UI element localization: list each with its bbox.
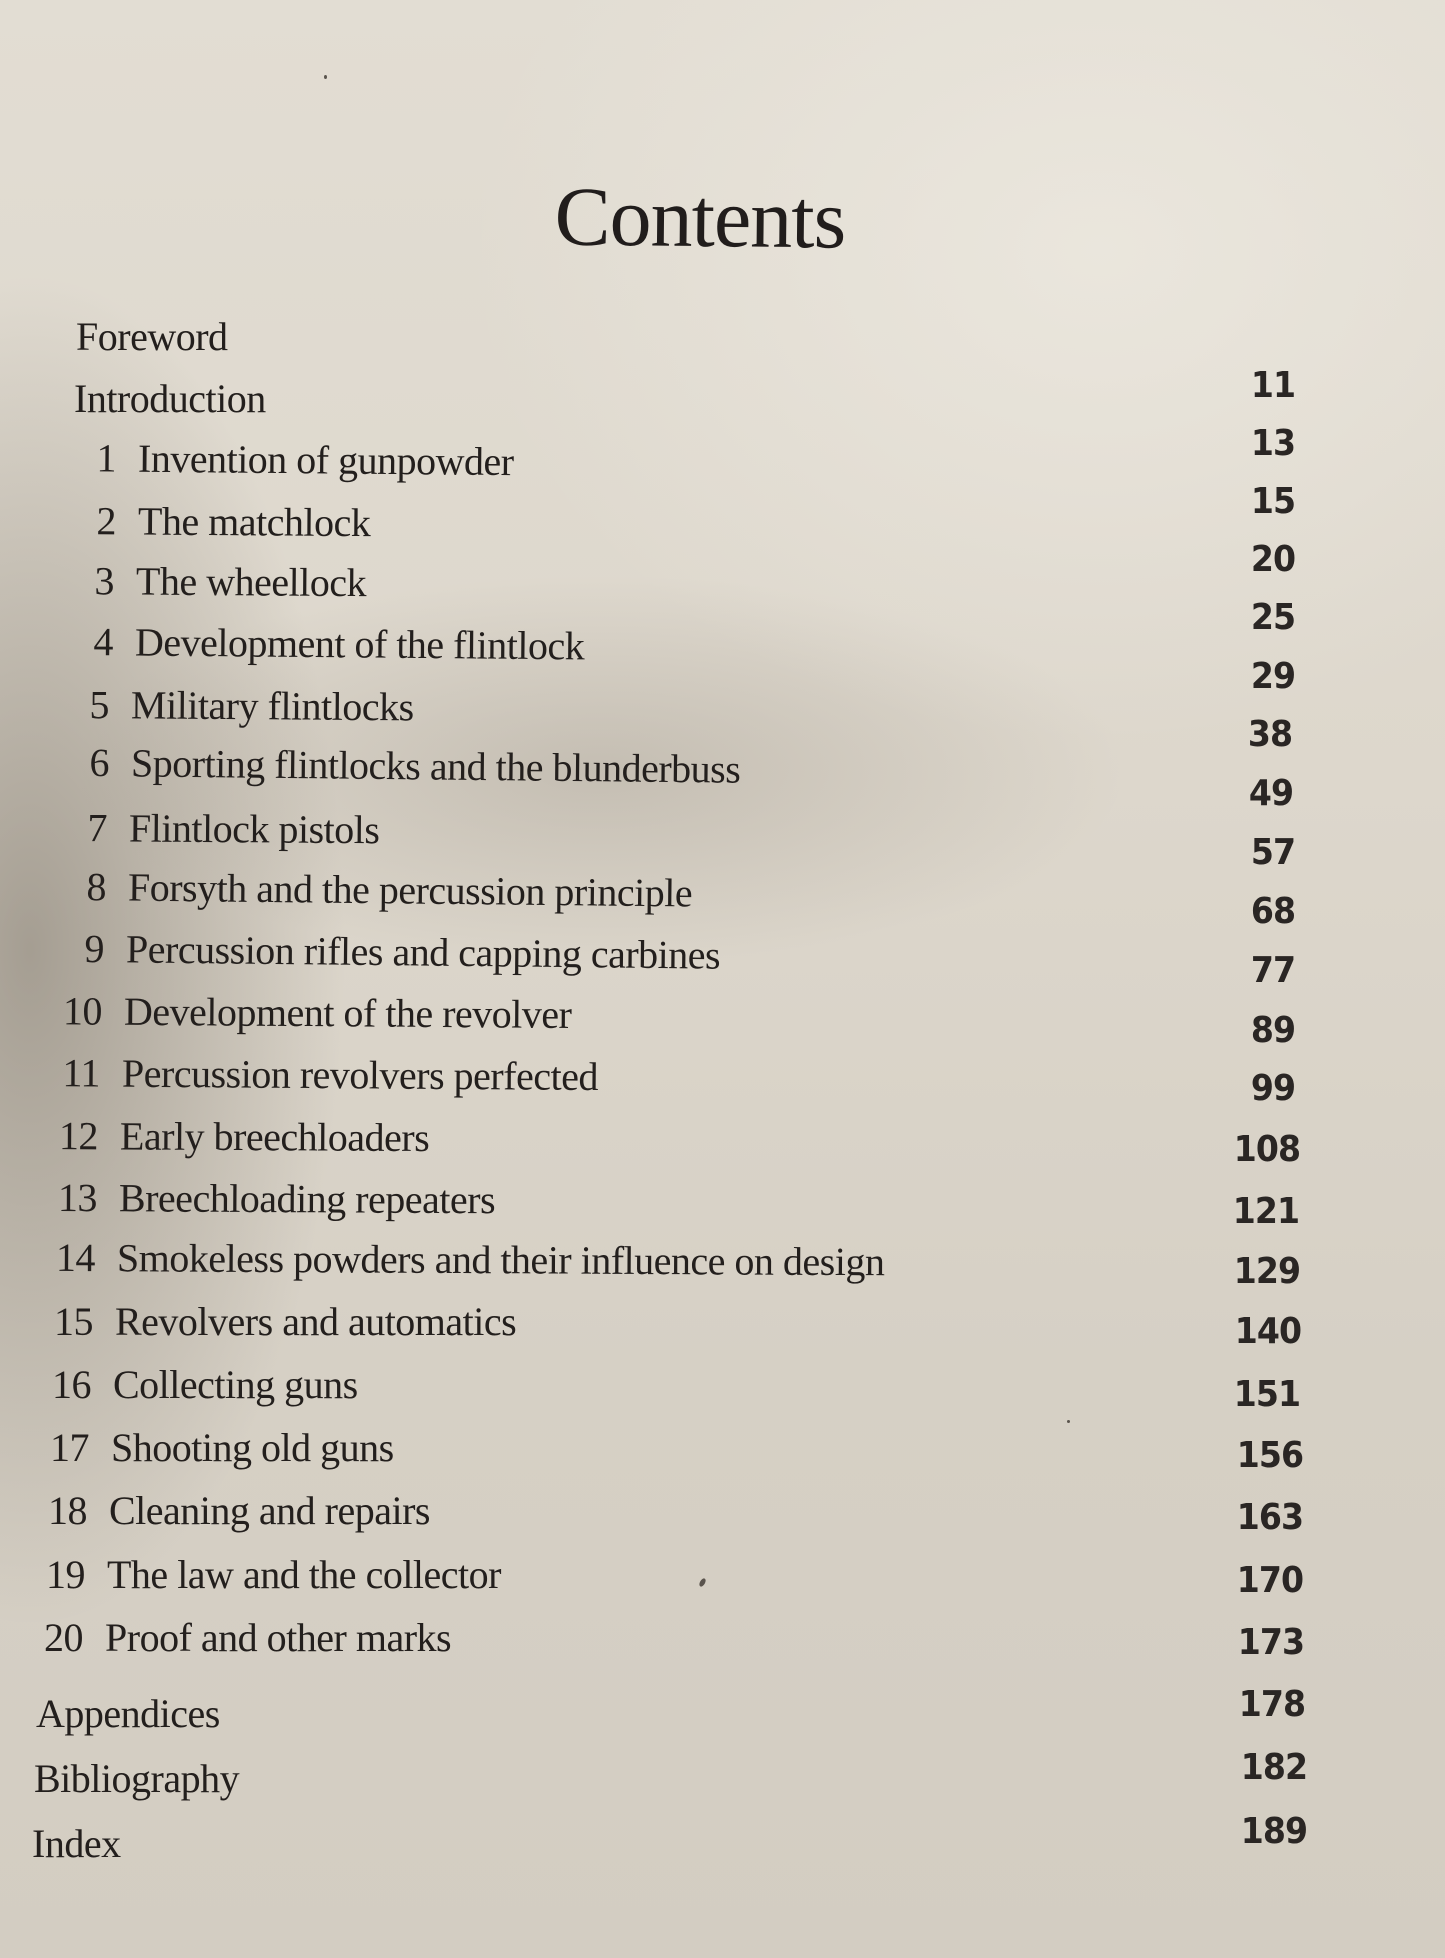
chapter-title: Collecting guns: [113, 1362, 358, 1407]
page-number: 13: [1250, 423, 1296, 464]
chapter-number: 16: [52, 1362, 91, 1407]
chapter-title: Early breechloaders: [119, 1113, 430, 1161]
page-number: 156: [1236, 1435, 1304, 1476]
page-number: 129: [1233, 1251, 1301, 1292]
toc-entry-chapter-14: [19, 1234, 885, 1286]
toc-entry-label: Index: [32, 1821, 121, 1866]
chapter-title: The wheellock: [135, 558, 367, 606]
toc-entry-chapter-12: [22, 1112, 429, 1161]
page-title: Contents: [554, 170, 846, 267]
toc-entry-chapter-4: [37, 618, 585, 670]
chapter-number: 2: [96, 498, 117, 544]
page-number: 108: [1233, 1129, 1301, 1170]
chapter-number: 11: [62, 1050, 101, 1096]
chapter-number: 9: [84, 925, 105, 972]
paper-speck: [698, 1577, 707, 1587]
chapter-number: 13: [57, 1174, 98, 1221]
chapter-title: Flintlock pistols: [128, 805, 380, 853]
page-number: 25: [1250, 597, 1296, 638]
chapter-title: Cleaning and repairs: [109, 1488, 430, 1533]
page-number: 178: [1238, 1684, 1306, 1725]
toc-entry-label: Introduction: [74, 376, 266, 421]
toc-entry-index: [32, 1820, 121, 1867]
chapter-title: The law and the collector: [107, 1552, 501, 1597]
page-number: 89: [1250, 1010, 1296, 1051]
toc-entry-label: Bibliography: [34, 1756, 240, 1801]
page-number: 170: [1236, 1560, 1304, 1601]
page-number: 189: [1240, 1811, 1308, 1852]
chapter-title: The matchlock: [137, 498, 371, 546]
chapter-title: Invention of gunpowder: [137, 435, 514, 485]
chapter-number: 20: [44, 1615, 83, 1660]
toc-entry-chapter-20: [7, 1614, 451, 1661]
toc-entry-chapter-9: [28, 924, 721, 978]
toc-entry-chapter-11: [24, 1049, 598, 1100]
chapter-number: 3: [94, 558, 115, 604]
toc-entry-appendices: [36, 1690, 220, 1737]
chapter-number: 8: [86, 864, 107, 910]
chapter-title: Forsyth and the percussion principle: [127, 864, 693, 916]
chapter-number: 7: [87, 805, 108, 851]
toc-entry-chapter-16: [15, 1361, 358, 1408]
page-number: 20: [1250, 539, 1296, 580]
toc-entry-bibliography: [34, 1755, 239, 1802]
toc-entry-chapter-15: [17, 1298, 516, 1345]
chapter-title: Development of the revolver: [123, 988, 572, 1037]
chapter-title: Military flintlocks: [130, 682, 414, 730]
chapter-number: 10: [62, 988, 103, 1034]
page-number: 151: [1233, 1374, 1301, 1415]
chapter-number: 18: [48, 1488, 87, 1533]
toc-entry-chapter-5: [33, 681, 414, 731]
chapter-title: Percussion rifles and capping carbines: [125, 926, 721, 978]
paper-speck: [324, 75, 327, 79]
chapter-number: 4: [93, 619, 114, 665]
chapter-number: 12: [58, 1113, 99, 1159]
toc-entry-chapter-19: [9, 1551, 501, 1598]
page-number: 68: [1250, 891, 1296, 932]
chapter-title: Revolvers and automatics: [115, 1299, 517, 1344]
toc-entry-label: Appendices: [36, 1691, 220, 1736]
chapter-title: Smokeless powders and their influence on design: [116, 1235, 885, 1285]
page-number: 77: [1250, 950, 1296, 991]
chapter-number: 19: [46, 1552, 85, 1597]
toc-entry-chapter-13: [21, 1174, 495, 1223]
chapter-number: 17: [50, 1425, 89, 1470]
page-number: 163: [1236, 1497, 1304, 1538]
toc-entry-chapter-3: [38, 557, 366, 606]
chapter-title: Development of the flintlock: [134, 619, 585, 669]
chapter-number: 5: [89, 682, 110, 728]
toc-entry-label: Foreword: [76, 314, 228, 359]
toc-entry-chapter-2: [40, 497, 371, 546]
toc-entry-foreword: [76, 313, 228, 360]
chapter-number: 14: [55, 1234, 96, 1281]
chapter-number: 6: [89, 739, 110, 786]
page-number: 29: [1250, 656, 1296, 697]
chapter-title: Breechloading repeaters: [118, 1175, 496, 1223]
toc-entry-introduction: [74, 375, 266, 422]
chapter-title: Sporting flintlocks and the blunderbuss: [130, 740, 741, 792]
page-number: 15: [1250, 481, 1296, 522]
page-number: 11: [1250, 365, 1296, 406]
toc-entry-chapter-1: [40, 434, 514, 485]
page-number: 121: [1232, 1191, 1300, 1232]
chapter-title: Proof and other marks: [105, 1615, 452, 1660]
page-number: 99: [1250, 1068, 1296, 1109]
chapter-title: Shooting old guns: [111, 1425, 394, 1470]
page-number: 49: [1248, 773, 1294, 814]
page-number: 140: [1234, 1311, 1302, 1352]
page-number: 173: [1237, 1622, 1305, 1663]
paper-speck: [1067, 1420, 1070, 1423]
chapter-title: Percussion revolvers perfected: [121, 1050, 599, 1100]
toc-entry-chapter-18: [11, 1487, 430, 1534]
toc-entry-chapter-6: [33, 738, 741, 792]
page-number: 182: [1240, 1747, 1308, 1788]
toc-entry-chapter-8: [30, 863, 693, 917]
chapter-number: 15: [54, 1299, 93, 1344]
toc-entry-chapter-10: [26, 987, 572, 1038]
toc-entry-chapter-7: [31, 804, 380, 853]
chapter-number: 1: [96, 435, 117, 481]
toc-entry-chapter-17: [13, 1424, 394, 1471]
page-number: 38: [1247, 714, 1293, 755]
page-number: 57: [1250, 832, 1296, 873]
